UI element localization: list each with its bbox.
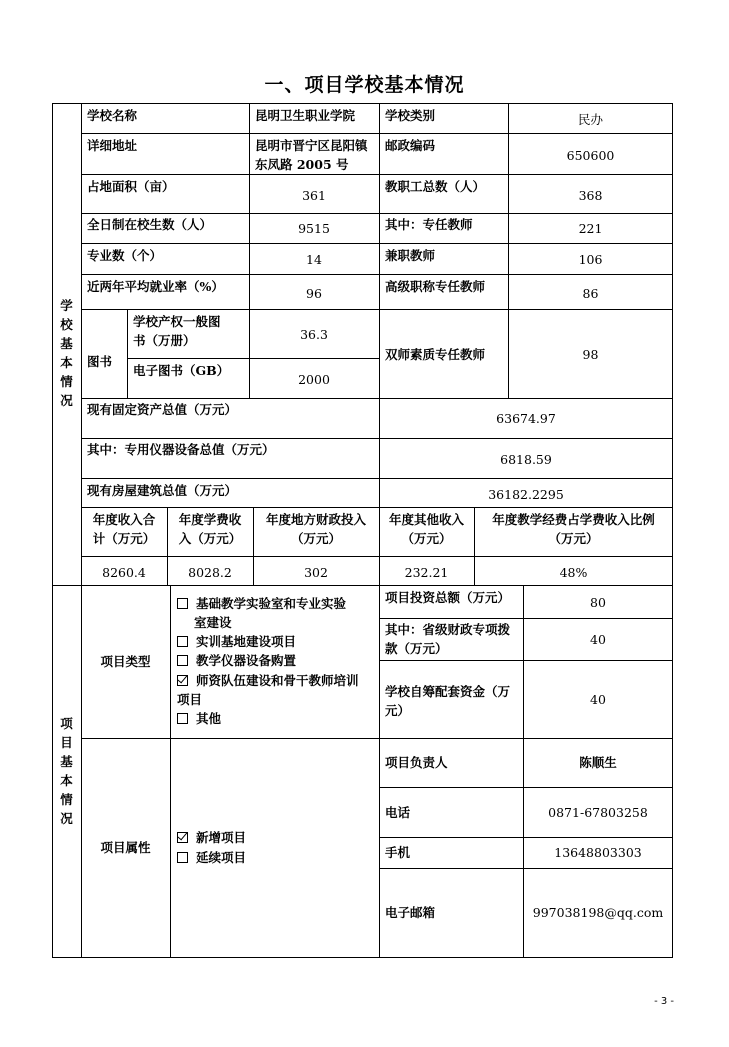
senior-teachers-label: 高级职称专任教师	[385, 279, 486, 294]
provincial-funding-label-line1: 其中：省级财政专项拨	[385, 622, 511, 637]
investment-value: 80	[590, 595, 606, 610]
buildings-value: 36182.2295	[488, 487, 564, 502]
students-label: 全日制在校生数（人）	[87, 217, 213, 232]
area-label: 占地面积（亩）	[87, 179, 175, 194]
school-name-label: 学校名称	[87, 108, 138, 123]
project-section-label-char: 况	[60, 811, 73, 826]
checked-checkbox[interactable]	[177, 675, 188, 686]
self-funding-label-line2: 元）	[385, 703, 411, 718]
income-value: 232.21	[404, 565, 449, 580]
email-value: 997038198@qq.com	[532, 905, 664, 920]
postcode-label: 邮政编码	[385, 138, 436, 153]
self-funding-label-line1: 学校自筹配套资金（万	[385, 684, 511, 699]
project-section-label-char: 基	[60, 754, 73, 769]
provincial-funding-label-line2: 款（万元）	[385, 641, 448, 656]
project-type-option-label: 教学仪器设备购置	[196, 653, 297, 668]
income-header-line1: 年度收入合	[92, 512, 156, 527]
fixed-assets-label: 现有固定资产总值（万元）	[87, 402, 238, 417]
fulltime-teachers-label: 其中：专任教师	[385, 217, 473, 232]
project-leader-label: 项目负责人	[385, 755, 448, 770]
project-attribute-option	[171, 848, 379, 867]
school-type-label: 学校类别	[385, 108, 436, 123]
checkbox[interactable]	[177, 713, 188, 724]
dual-teachers-label: 双师素质专任教师	[385, 347, 486, 362]
income-header-line1: 年度地方财政投入	[265, 512, 366, 527]
project-section-label-char: 目	[60, 735, 73, 750]
checkbox[interactable]	[177, 852, 188, 863]
address-value-line2: 东凤路 2005 号	[255, 157, 349, 172]
project-type-option	[171, 651, 379, 670]
paper-books-label-line1: 学校产权一般图	[133, 314, 221, 329]
postcode-value: 650600	[566, 148, 615, 163]
project-type-option-label: 基础教学实验室和专业实验	[196, 596, 347, 611]
school-section-label-char: 况	[60, 393, 73, 408]
mobile-label: 手机	[385, 845, 411, 860]
income-value: 48%	[559, 565, 588, 580]
income-header-line2: （万元）	[401, 531, 452, 546]
ebooks-value: 2000	[298, 372, 330, 387]
paper-books-value: 36.3	[300, 327, 328, 342]
students-value: 9515	[298, 221, 330, 236]
parttime-teachers-label: 兼职教师	[385, 248, 436, 263]
fulltime-teachers-value: 221	[578, 221, 603, 236]
project-type-label: 项目类型	[100, 654, 151, 669]
checked-checkbox[interactable]	[177, 832, 188, 843]
parttime-teachers-value: 106	[578, 252, 603, 267]
income-header-line2: 计（万元）	[92, 531, 156, 546]
buildings-label: 现有房屋建筑总值（万元）	[87, 483, 238, 498]
employment-rate-value: 96	[306, 286, 322, 301]
project-attribute-label: 项目属性	[100, 840, 151, 855]
school-section-label-char: 学	[60, 298, 73, 313]
self-funding-value: 40	[590, 692, 606, 707]
equipment-value-label: 其中：专用仪器设备总值（万元）	[87, 442, 275, 457]
project-type-option-label: 实训基地建设项目	[196, 634, 297, 649]
project-type-option-label-line2: 室建设	[194, 615, 232, 630]
checkbox[interactable]	[177, 636, 188, 647]
senior-teachers-value: 86	[582, 286, 599, 301]
project-type-option-label: 其他	[196, 711, 222, 726]
dual-teachers-value: 98	[582, 347, 599, 362]
income-header-line2: （万元）	[290, 531, 341, 546]
school-section-label-char: 校	[60, 317, 73, 332]
school-type-value: 民办	[577, 112, 603, 127]
page-number: - 3 -	[654, 996, 674, 1007]
income-header-line2: 入（万元）	[178, 531, 242, 546]
email-label: 电子邮箱	[385, 905, 436, 920]
project-type-option	[171, 594, 379, 613]
address-value-line1: 昆明市晋宁区昆阳镇	[255, 138, 368, 153]
project-section-label-char: 项	[60, 716, 73, 731]
project-attribute-option	[171, 828, 379, 847]
paper-books-label-line2: 书（万册）	[133, 333, 196, 348]
majors-label: 专业数（个）	[87, 248, 163, 263]
staff-value: 368	[578, 188, 603, 203]
income-value: 8028.2	[188, 565, 232, 580]
info-table	[52, 103, 673, 958]
project-type-option	[171, 709, 379, 728]
equipment-value: 6818.59	[500, 452, 552, 467]
checkbox[interactable]	[177, 598, 188, 609]
income-value: 8260.4	[102, 565, 146, 580]
school-section-label-char: 基	[60, 336, 73, 351]
income-header-line1: 年度其他收入	[388, 512, 464, 527]
ebooks-label: 电子图书（GB）	[133, 363, 230, 378]
school-name-value: 昆明卫生职业学院	[255, 108, 356, 123]
fixed-assets-value: 63674.97	[496, 411, 556, 426]
area-value: 361	[302, 188, 326, 203]
school-section-label-char: 情	[60, 374, 73, 389]
project-type-option	[171, 632, 379, 651]
employment-rate-label: 近两年平均就业率（%）	[87, 279, 224, 294]
income-header-line2: （万元）	[548, 531, 599, 546]
income-value: 302	[304, 565, 328, 580]
project-attribute-option-label: 新增项目	[196, 830, 247, 845]
phone-label: 电话	[385, 805, 411, 820]
project-type-option-label: 师资队伍建设和骨干教师培训	[196, 673, 359, 688]
majors-value: 14	[306, 252, 322, 267]
project-type-option	[171, 671, 379, 690]
project-type-option-label-line2: 项目	[177, 692, 203, 707]
investment-label: 项目投资总额（万元）	[385, 590, 511, 605]
mobile-value: 13648803303	[554, 845, 642, 860]
address-label: 详细地址	[87, 138, 138, 153]
income-header-line1: 年度学费收	[178, 512, 242, 527]
project-attribute-option-label: 延续项目	[196, 850, 247, 865]
provincial-funding-value: 40	[590, 632, 606, 647]
phone-value: 0871-67803258	[548, 805, 648, 820]
staff-label: 教职工总数（人）	[385, 179, 486, 194]
books-label: 图书	[87, 354, 113, 369]
checkbox[interactable]	[177, 655, 188, 666]
project-section-label-char: 本	[60, 773, 73, 788]
project-section-label-char: 情	[60, 792, 73, 807]
project-leader-value: 陈顺生	[579, 755, 617, 770]
income-header-line1: 年度教学经费占学费收入比例	[492, 512, 655, 527]
page-title: 一、项目学校基本情况	[264, 74, 465, 96]
school-section-label-char: 本	[60, 355, 73, 370]
